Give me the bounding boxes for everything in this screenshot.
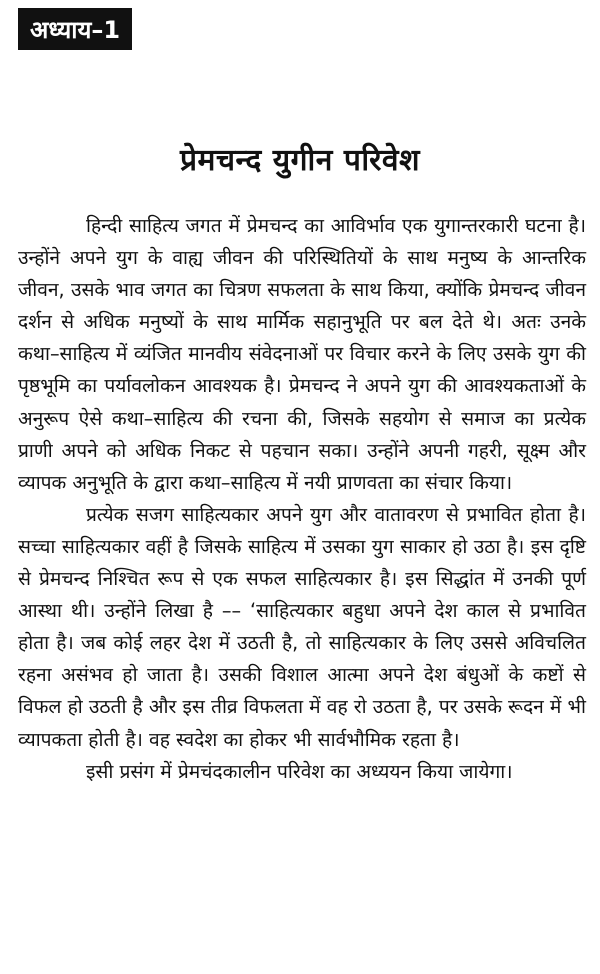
paragraph: प्रत्येक सजग साहित्यकार अपने युग और वातावरण से प्रभावित होता है। सच्चा साहित्यकार वहीं है जिसके साहित्य में उसका युग साकार हो उठा है। इस दृष्टि से प्रेमचन्द निश्चित रूप से एक सफल साहित्यकार है। इस सिद्धांत में उनकी पूर्ण आस्था थी। उन्होंने लिखा है –– ‘साहित्यकार बहुधा अपने देश काल से प्रभावित होता है। जब कोई लहर देश में उठती है, तो साहित्यकार के लिए उससे अविचलित रहना असंभव हो जाता है। उसकी विशाल आत्मा अपने देश बंधुओं के कष्टों से विफल हो उठती है और इस तीव्र विफलता में वह रो उठता है, पर उसके रूदन में भी व्यापकता होती है। वह स्वदेश का होकर भी सार्वभौमिक रहता है। — [18, 502, 586, 751]
paragraph: हिन्दी साहित्य जगत में प्रेमचन्द का आविर्भाव एक युगान्तरकारी घटना है। उन्होंने अपने युग के वाह्य जीवन की परिस्थितियों के साथ मनुष्य के आन्तरिक जीवन, उसके भाव जगत का चित्रण सफलता के साथ किया, क्योंकि प्रेमचन्द जीवन दर्शन से अधिक मनुष्यों के साथ मार्मिक सहानुभूति पर बल देते थे। अतः उनके कथा–साहित्य में व्यंजित मानवीय संवेदनाओं पर विचार करने के लिए उसके युग की पृष्ठभूमि का पर्यावलोकन आवश्यक है। प्रेमचन्द ने अपने युग की आवश्यकताओं के अनुरूप ऐसे कथा–साहित्य की रचना की, जिसके सहयोग से समाज का प्रत्येक प्राणी अपने को अधिक निकट से पहचान सका। उन्होंने अपनी गहरी, सूक्ष्म और व्यापक अनुभूति के द्वारा कथा–साहित्य में नयी प्राणवता का संचार किया। — [18, 214, 586, 494]
chapter-title: प्रेमचन्द युगीन परिवेश — [179, 143, 421, 178]
chapter-label: अध्याय–1 — [18, 8, 132, 50]
body-text — [18, 210, 586, 788]
paragraph: इसी प्रसंग में प्रेमचंदकालीन परिवेश का अध्ययन किया जायेगा। — [86, 759, 513, 783]
